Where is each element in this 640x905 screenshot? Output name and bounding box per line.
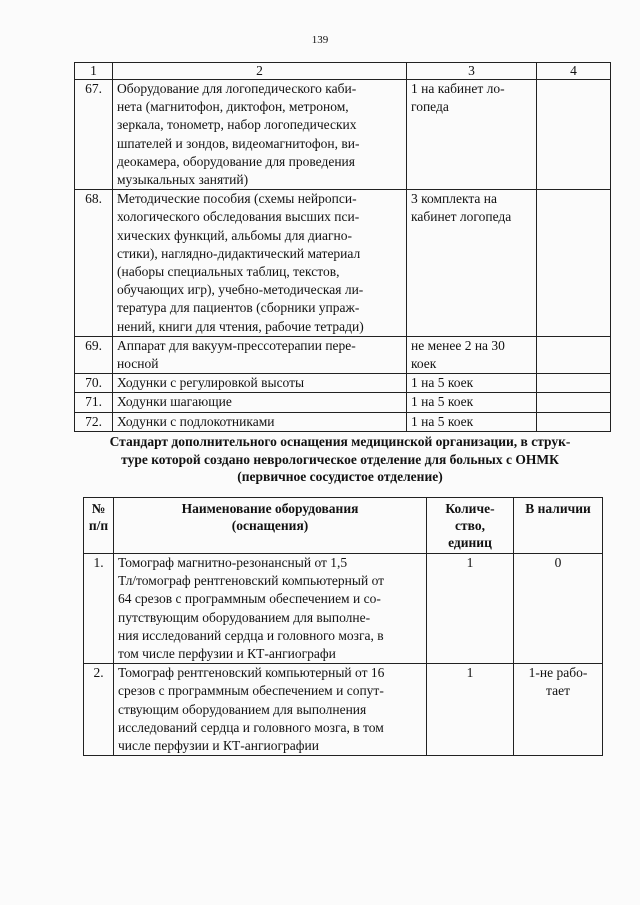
row-number: 67. [75,80,113,190]
availability [537,374,611,393]
table-row [75,374,611,393]
availability: 0 [514,554,603,664]
heading-line: туре которой создано неврологическое отделение для больных с ОНМК [121,451,559,467]
heading-line: Стандарт дополнительного оснащения медицинской организации, в струк- [109,434,571,449]
heading-line: (первичное сосудистое отделение) [237,469,443,484]
required-quantity: 1 на 5 коек [407,393,537,412]
header-name: Наименование оборудования (оснащения) [114,498,427,554]
row-number: 72. [75,412,113,431]
header-qty: Количе- ство, единиц [427,498,514,554]
row-number: 70. [75,374,113,393]
availability [537,336,611,373]
table-row [75,412,611,431]
page-number: 139 [311,34,329,46]
equipment-name: Ходунки шагающие [113,393,407,412]
column-number: 1 [75,63,113,80]
header-avail: В наличии [514,498,603,554]
equipment-table-continued [74,62,611,432]
required-quantity: не менее 2 на 30 коек [407,336,537,373]
header-num: № п/п [84,498,114,554]
equipment-name: Томограф магнитно-резонансный от 1,5 Тл/томограф рентгеновский компьютерный от 64 срезов с программным обеспечением и со- путствующим оборудованием для выполне- ния исследований сердца и головного мозга, в том числе перфузии и КТ-ангиографи [114,554,427,664]
required-quantity: 1 на кабинет ло- гопеда [407,80,537,190]
table-row [84,664,603,756]
required-quantity: 3 комплекта на кабинет логопеда [407,190,537,337]
table-header-row [84,498,603,554]
row-number: 2. [84,664,114,756]
table-row [75,336,611,373]
required-quantity: 1 на 5 коек [407,412,537,431]
quantity: 1 [427,554,514,664]
equipment-name: Ходунки с подлокотниками [113,412,407,431]
availability [537,190,611,337]
column-number: 2 [113,63,407,80]
section-heading [60,433,620,486]
quantity: 1 [427,664,514,756]
availability [537,393,611,412]
table-row [75,393,611,412]
availability [537,80,611,190]
required-quantity: 1 на 5 коек [407,374,537,393]
row-number: 1. [84,554,114,664]
column-number: 4 [537,63,611,80]
equipment-name: Методические пособия (схемы нейропси- хологического обследования высших пси- хических функций, альбомы для диагно- стики), наглядно-дидактический материал (наборы специальных таблиц, текстов, обучающих игр), учебно-методическая ли- тература для пациентов (сборники упраж- нений, книги для чтения, рабочие тетради) [113,190,407,337]
availability: 1-не рабо- тает [514,664,603,756]
table-row [75,190,611,337]
additional-equipment-table [83,497,603,756]
row-number: 68. [75,190,113,337]
row-number: 71. [75,393,113,412]
table-row [75,80,611,190]
table-row [84,554,603,664]
equipment-name: Ходунки с регулировкой высоты [113,374,407,393]
column-number-row [75,63,611,80]
equipment-name: Томограф рентгеновский компьютерный от 16 срезов с программным обеспечением и сопут- ствующим оборудованием для выполнения исследований сердца и головного мозга, в том числе перфузии и КТ-ангиографии [114,664,427,756]
equipment-name: Оборудование для логопедического каби- нета (магнитофон, диктофон, метроном, зеркала, тонометр, набор логопедических шпателей и зондов, видеомагнитофон, ви- деокамера, оборудование для проведения музыкальных занятий) [113,80,407,190]
equipment-name: Аппарат для вакуум-прессотерапии пере- носной [113,336,407,373]
row-number: 69. [75,336,113,373]
column-number: 3 [407,63,537,80]
availability [537,412,611,431]
